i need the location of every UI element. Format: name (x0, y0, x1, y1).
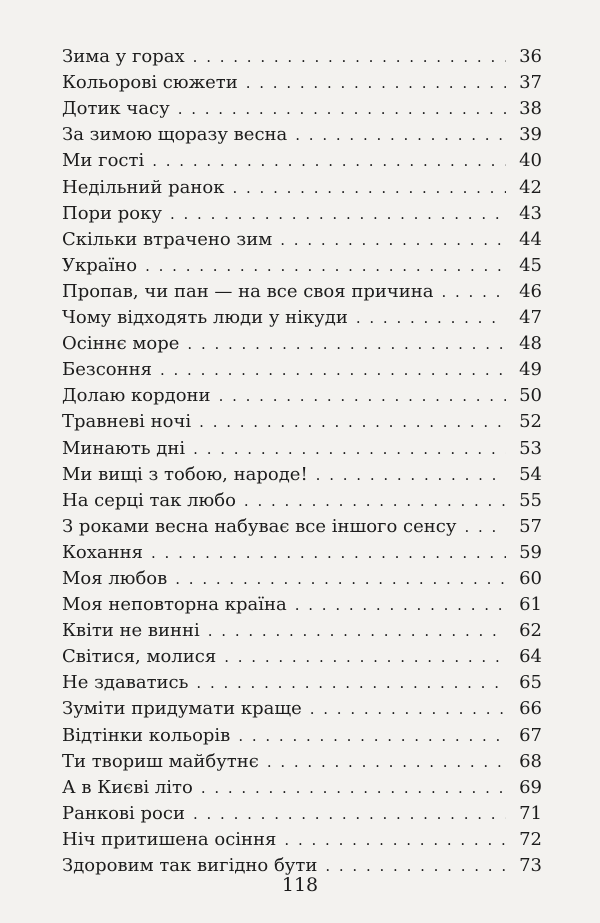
toc-entry (62, 616, 542, 642)
toc-entry (62, 694, 542, 720)
toc-entry-title: Ми гості (62, 150, 145, 172)
toc-entry (62, 303, 542, 329)
dot-leader (356, 307, 506, 329)
toc-entry (62, 68, 542, 94)
toc-entry-title: Кохання (62, 541, 143, 563)
dot-leader (170, 203, 506, 225)
toc-entry-page: 62 (519, 620, 542, 642)
toc-entry-title: Кольорові сюжети (62, 72, 238, 94)
dot-leader (175, 568, 506, 590)
toc-entry-title: Ми вищі з тобою, народе! (62, 463, 308, 485)
dot-leader (224, 646, 506, 668)
toc-entry (62, 329, 542, 355)
dot-leader (316, 464, 506, 486)
toc-entry (62, 433, 542, 459)
toc-entry-page: 61 (519, 594, 542, 616)
toc-entry (62, 355, 542, 381)
toc-entry-title: Ранкові роси (62, 802, 185, 824)
dot-leader (199, 411, 506, 433)
dot-leader (193, 46, 506, 68)
dot-leader (193, 438, 506, 460)
toc-entry-title: Зуміти придумати краще (62, 698, 302, 720)
dot-leader (295, 594, 506, 616)
toc-entry-page: 45 (519, 254, 542, 276)
dot-leader (310, 698, 506, 720)
dot-leader (201, 777, 506, 799)
toc-entry (62, 460, 542, 486)
dot-leader (196, 672, 506, 694)
toc-entry-page: 68 (519, 750, 542, 772)
toc-entry-page: 52 (519, 411, 542, 433)
dot-leader (232, 177, 506, 199)
dot-leader (145, 255, 506, 277)
toc-entry-title: За зимою щоразу весна (62, 124, 288, 146)
toc-entry-page: 54 (519, 463, 542, 485)
dot-leader (151, 542, 506, 564)
dot-leader (441, 281, 506, 303)
toc-entry (62, 773, 542, 799)
dot-leader (244, 490, 506, 512)
toc-entry-title: З роками весна набуває все іншого сенсу (62, 515, 457, 537)
toc-entry (62, 172, 542, 198)
dot-leader (208, 620, 506, 642)
toc-entry-title: Долаю кордони (62, 385, 211, 407)
dot-leader (280, 229, 506, 251)
toc-entry (62, 720, 542, 746)
toc-entry (62, 225, 542, 251)
dot-leader (193, 803, 506, 825)
toc-entry (62, 512, 542, 538)
toc-entry (62, 381, 542, 407)
toc-entry-title: Чому відходять люди у нікуди (62, 307, 348, 329)
toc-entry (62, 486, 542, 512)
toc-entry-page: 73 (519, 855, 542, 876)
toc-entry-page: 48 (519, 333, 542, 355)
toc-entry-title: Пропав, чи пан — на все своя причина (62, 280, 434, 302)
toc-entry-page: 50 (519, 385, 542, 407)
toc-entry-page: 44 (519, 228, 542, 250)
toc-entry (62, 120, 542, 146)
toc-entry (62, 199, 542, 225)
toc-entry (62, 825, 542, 851)
toc-entry (62, 277, 542, 303)
toc-entry-title: Здоровим так вигідно бути (62, 855, 318, 876)
toc-entry-title: Моя любов (62, 567, 168, 589)
toc-entry-page: 66 (519, 698, 542, 720)
toc-entry-page: 37 (519, 72, 542, 94)
toc-entry (62, 407, 542, 433)
dot-leader (152, 150, 506, 172)
toc-entry-page: 49 (519, 359, 542, 381)
toc-entry-title: Скільки втрачено зим (62, 228, 273, 250)
toc-entry-title: Моя неповторна країна (62, 594, 287, 616)
toc-entry-title: Травневі ночі (62, 411, 192, 433)
toc-entry (62, 668, 542, 694)
toc-entry-title: Квіти не винні (62, 620, 200, 642)
toc-entry-title: Ніч притишена осіння (62, 828, 277, 850)
toc-entry-page: 64 (519, 646, 542, 668)
toc-entry-title: Відтінки кольорів (62, 724, 231, 746)
toc-entry (62, 799, 542, 825)
toc-entry-page: 65 (519, 672, 542, 694)
toc-entry-page: 55 (519, 489, 542, 511)
dot-leader (238, 725, 506, 747)
toc-entry-page: 38 (519, 98, 542, 120)
dot-leader (464, 516, 506, 538)
toc-entry (62, 146, 542, 172)
dot-leader (187, 333, 506, 355)
dot-leader (295, 124, 506, 146)
toc-entry-page: 60 (519, 567, 542, 589)
toc-entry-title: Недільний ранок (62, 176, 225, 198)
toc-entry (62, 747, 542, 773)
toc-entry-title: А в Києві літо (62, 776, 193, 798)
toc-entry-page: 39 (519, 124, 542, 146)
dot-leader (267, 751, 506, 773)
toc-entry-page: 36 (519, 46, 542, 68)
dot-leader (178, 98, 506, 120)
dot-leader (246, 72, 506, 94)
toc-entry-title: Дотик часу (62, 98, 170, 120)
toc-entry-title: Зима у горах (62, 46, 185, 68)
dot-leader (284, 829, 506, 851)
toc-entry-page: 42 (519, 176, 542, 198)
toc-entry-title: Не здаватись (62, 672, 189, 694)
toc-entry-page: 43 (519, 202, 542, 224)
toc-entry-title: Минають дні (62, 437, 186, 459)
toc-entry (62, 42, 542, 68)
toc-entry-title: Пори року (62, 202, 162, 224)
toc-entry (62, 251, 542, 277)
toc-entry-title: Ти твориш майбутнє (62, 750, 259, 772)
toc-entry-page: 53 (519, 437, 542, 459)
toc-entry-page: 71 (519, 802, 542, 824)
table-of-contents (62, 42, 542, 877)
toc-entry (62, 564, 542, 590)
toc-entry-title: Україно (62, 254, 138, 276)
toc-entry (62, 94, 542, 120)
toc-entry-title: Осіннє море (62, 333, 180, 355)
toc-entry-page: 57 (519, 515, 542, 537)
toc-entry-page: 72 (519, 828, 542, 850)
toc-entry-page: 69 (519, 776, 542, 798)
toc-entry (62, 538, 542, 564)
toc-entry (62, 590, 542, 616)
page-number: 118 (281, 874, 319, 896)
dot-leader (160, 359, 506, 381)
toc-entry-page: 40 (519, 150, 542, 172)
toc-entry (62, 642, 542, 668)
toc-entry-title: Безсоння (62, 359, 152, 381)
dot-leader (219, 385, 506, 407)
toc-entry-page: 67 (519, 724, 542, 746)
toc-entry-page: 46 (519, 280, 542, 302)
toc-entry-title: Світися, молися (62, 646, 217, 668)
toc-entry-page: 47 (519, 307, 542, 329)
toc-entry-title: На серці так любо (62, 489, 236, 511)
toc-entry-page: 59 (519, 541, 542, 563)
